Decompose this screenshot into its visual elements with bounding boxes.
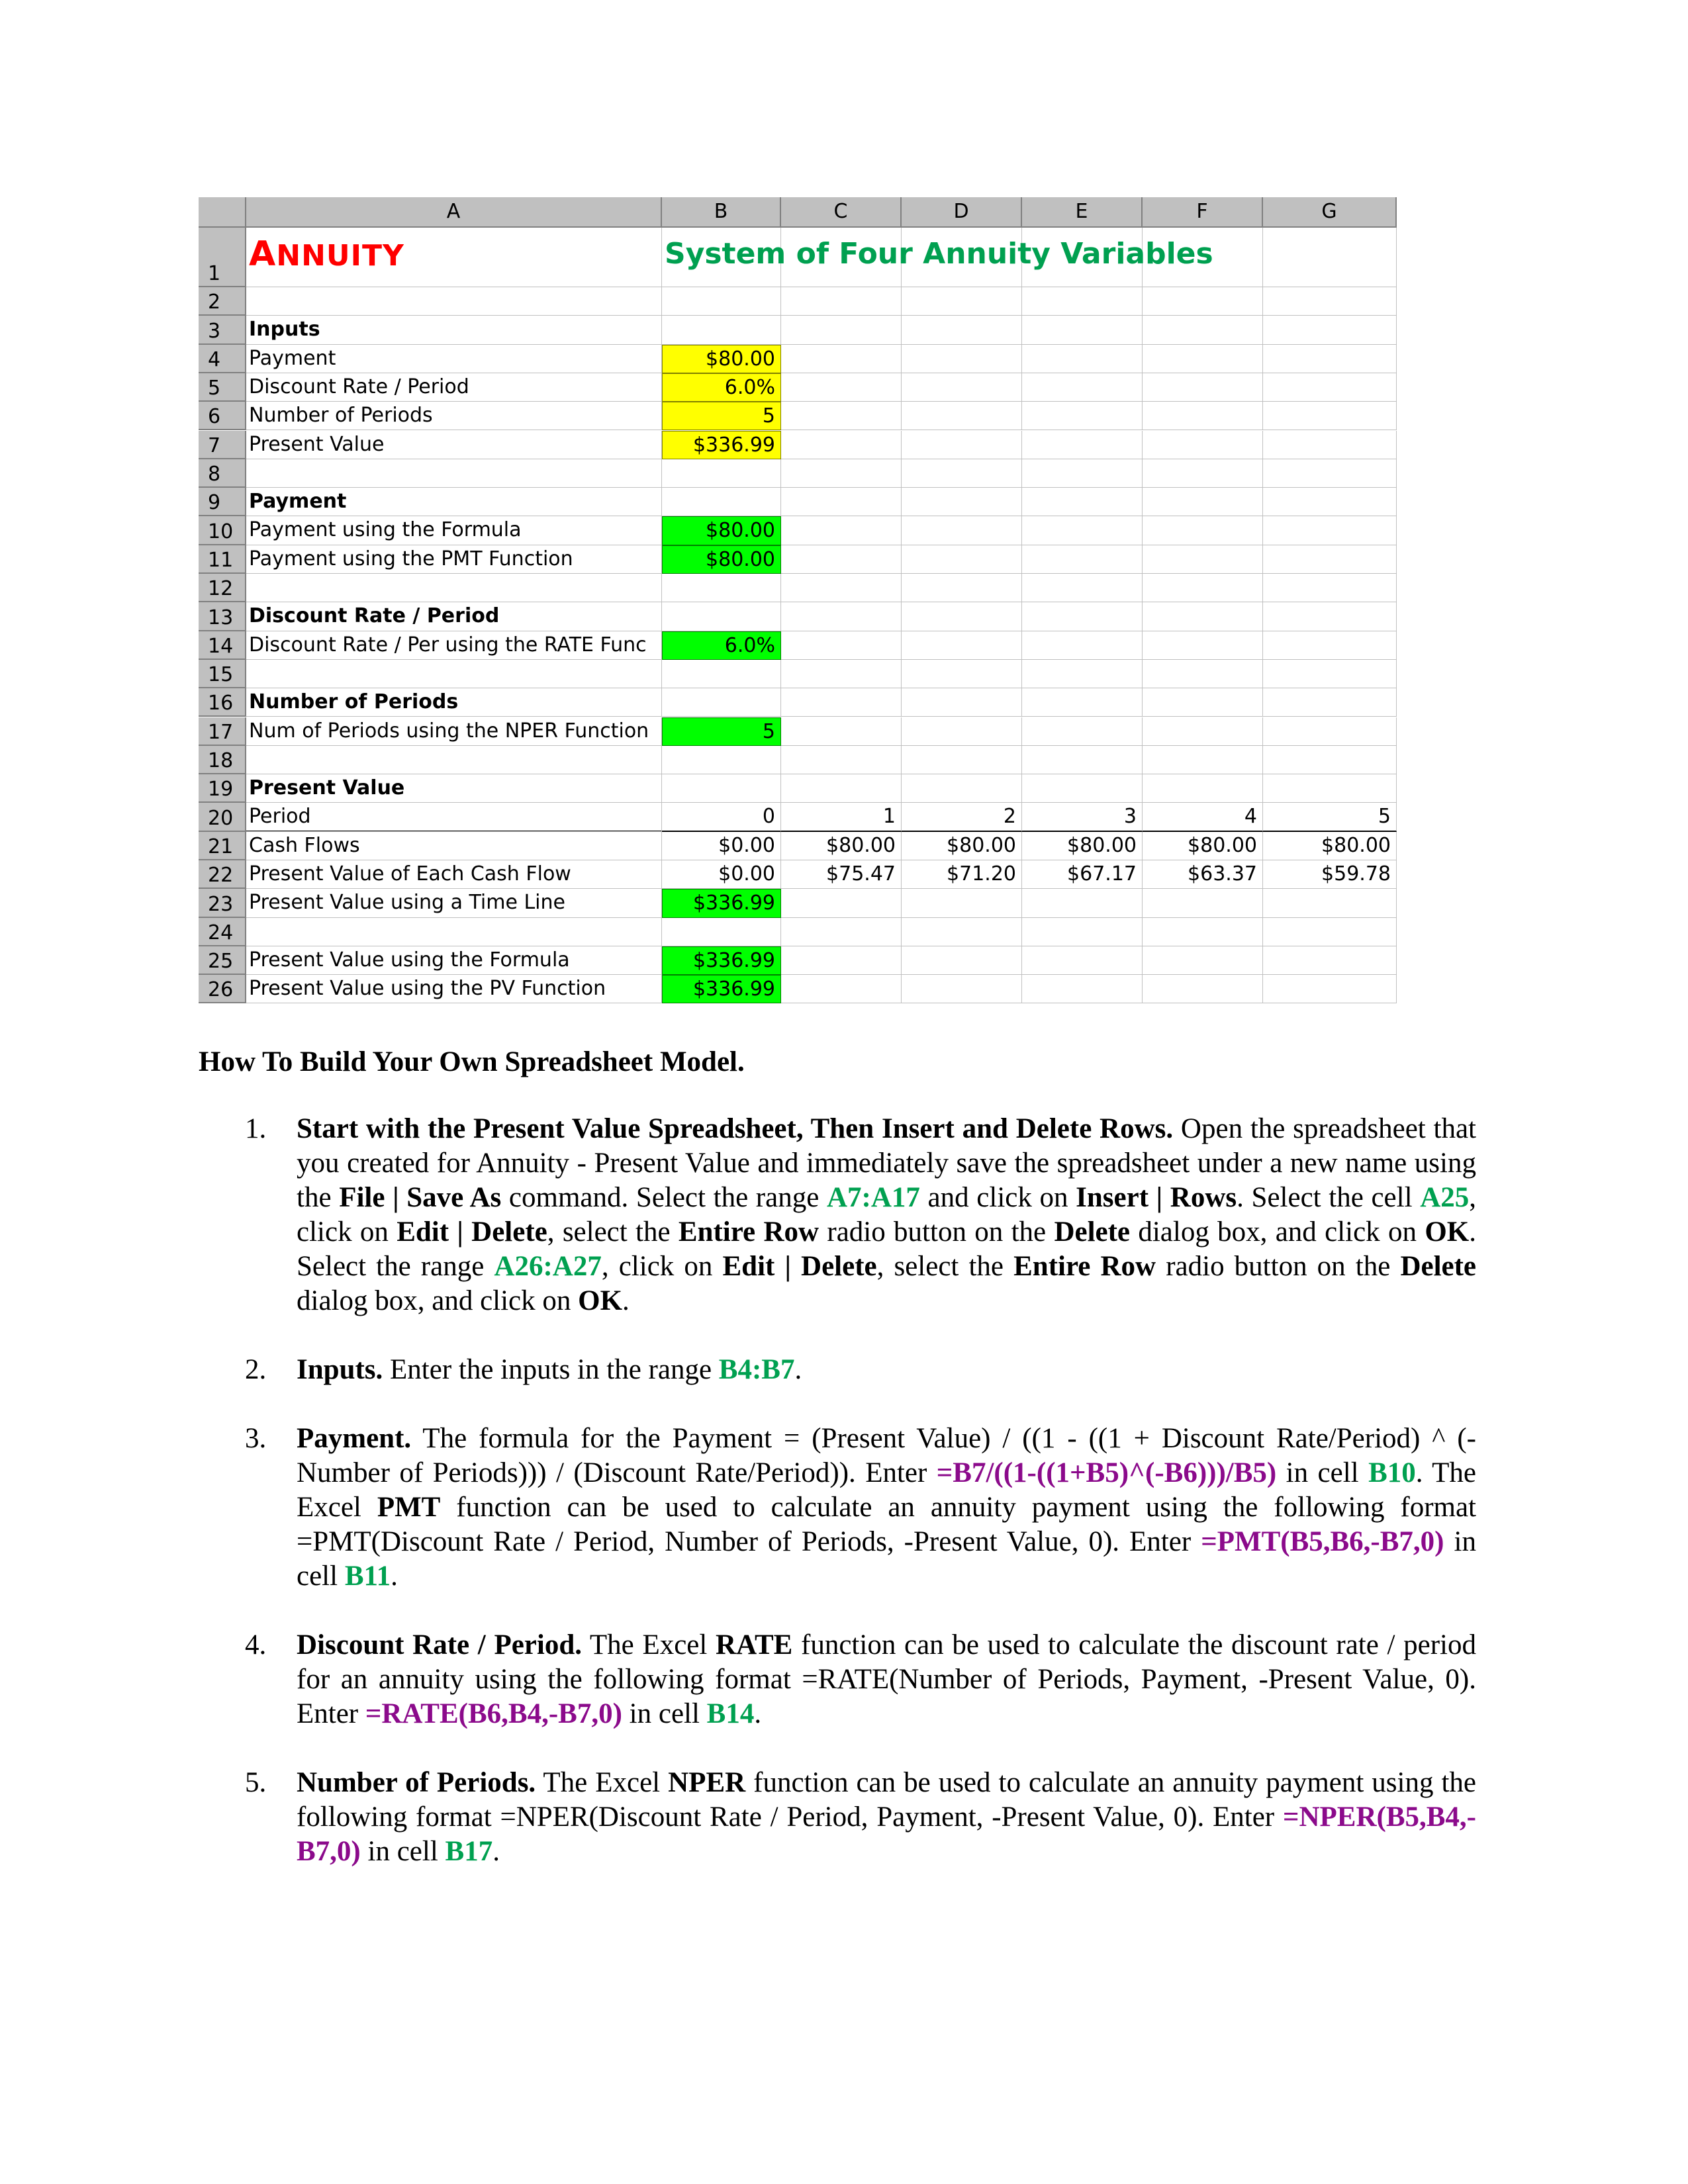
item-text: radio button on the [819,1216,1055,1248]
cell-ref: A25 [1420,1182,1470,1213]
cell[interactable] [1143,287,1263,316]
cell[interactable] [902,602,1022,631]
cell[interactable] [1263,717,1397,746]
cell[interactable] [1143,316,1263,344]
label-a9[interactable]: Payment [246,488,662,516]
cell[interactable] [1143,889,1263,917]
period-cell[interactable]: 3 [1022,803,1143,831]
cell[interactable] [1022,431,1143,459]
cell[interactable] [1022,402,1143,430]
cell[interactable] [1022,631,1143,660]
item-text: , select the [547,1216,679,1248]
item-number: 5. [245,1767,267,1798]
label-a20[interactable]: Period [246,803,662,831]
cell[interactable] [902,746,1022,774]
cell[interactable] [1022,459,1143,488]
function-ref: RATE [716,1629,793,1661]
function-ref: NPER [668,1767,746,1798]
spreadsheet [199,197,1397,1017]
cell[interactable] [781,287,902,316]
item-text: in cell [622,1698,707,1729]
cell[interactable] [902,373,1022,402]
value-b26[interactable]: $336.99 [662,975,781,1003]
formula: =PMT(B5,B6,-B7,0) [1201,1526,1444,1557]
cell[interactable] [246,746,662,774]
cell[interactable] [781,631,902,660]
cell[interactable] [1143,631,1263,660]
list-item [199,1422,1476,1594]
cell[interactable] [1143,975,1263,1003]
cell[interactable] [1022,660,1143,688]
pv-cell[interactable]: $0.00 [662,860,781,889]
item-text: , click on [601,1251,723,1282]
cell[interactable] [1263,516,1397,545]
cell[interactable] [1022,946,1143,975]
row-header-19[interactable]: 19 [199,774,246,803]
cash-flow-cell[interactable]: $80.00 [1263,832,1397,860]
item-number: 2. [245,1354,267,1385]
label-a26[interactable]: Present Value using the PV Function [246,975,662,1003]
cell[interactable] [246,918,662,946]
item-text: . [622,1285,630,1316]
cell[interactable] [1143,345,1263,373]
cell[interactable] [1143,918,1263,946]
cell[interactable] [781,488,902,516]
cell[interactable] [1263,287,1397,316]
item-text: function can be used to calculate an annuity payment using the following format =PMT(Discount Rate / Period, Number of Periods, -Present Value, 0). Enter [297,1492,1477,1557]
cell[interactable] [1143,373,1263,402]
cell[interactable] [902,717,1022,746]
label-a21[interactable]: Cash Flows [246,832,662,860]
formula: =RATE(B6,B4,-B7,0) [365,1698,622,1729]
period-cell[interactable]: 0 [662,803,781,831]
item-text: command. Select the range [501,1182,827,1213]
period-cell[interactable]: 1 [781,803,902,831]
cell-ref: B4:B7 [718,1354,795,1385]
row-header-15[interactable]: 15 [199,660,246,688]
menu-ref: Delete [1400,1251,1477,1282]
menu-ref: File | Save As [339,1182,502,1213]
item-text: in cell [360,1836,445,1867]
cell[interactable] [902,660,1022,688]
item-text: dialog box, and click on [1130,1216,1425,1248]
cell[interactable] [902,316,1022,344]
cell[interactable] [1263,918,1397,946]
row-header-6[interactable]: 6 [199,402,246,430]
item-text: in cell [1276,1457,1369,1488]
cash-flow-cell[interactable]: $80.00 [781,832,902,860]
label-a19[interactable]: Present Value [246,774,662,803]
value-b6[interactable]: 5 [662,402,781,430]
menu-ref: Delete [1054,1216,1131,1248]
cell[interactable] [1263,316,1397,344]
cell[interactable] [902,889,1022,917]
formula: =NPER(B5,B4,-B7,0) [297,1801,1476,1867]
row-header-26[interactable]: 26 [199,975,246,1003]
item-text: . Select the range [297,1216,1476,1282]
cell[interactable] [662,316,781,344]
row-header-9[interactable]: 9 [199,488,246,516]
cell[interactable] [1263,228,1397,287]
cell[interactable] [781,717,902,746]
cell[interactable] [902,402,1022,430]
formula: =B7/((1-((1+B5)^(-B6)))/B5) [936,1457,1277,1488]
cash-flow-cell[interactable]: $0.00 [662,832,781,860]
cell[interactable] [1263,574,1397,602]
cell-ref: B11 [344,1561,391,1592]
list-item [199,1628,1476,1731]
label-a6[interactable]: Number of Periods [246,402,662,430]
list-item [199,1112,1476,1318]
cell[interactable] [246,459,662,488]
period-cell[interactable]: 2 [902,803,1022,831]
column-header-g[interactable]: G [1263,197,1397,228]
cash-flow-cell[interactable]: $80.00 [902,832,1022,860]
cell-ref: A26:A27 [494,1251,602,1282]
cell[interactable] [902,975,1022,1003]
label-a13[interactable]: Discount Rate / Period [246,602,662,631]
cell[interactable] [246,287,662,316]
cell[interactable] [662,774,781,803]
cell[interactable] [1143,431,1263,459]
menu-ref: Edit | Delete [397,1216,547,1248]
cell[interactable] [246,660,662,688]
item-number: 3. [245,1423,267,1454]
row-header-18[interactable]: 18 [199,746,246,774]
row-header-3[interactable]: 3 [199,316,246,344]
item-text: The formula for the Payment = (Present Value) / ((1 - ((1 + Discount Rate/Period) ^ (-Number of Periods))) / (Discount Rate/Period)). Enter [297,1423,1476,1488]
row-header-20[interactable]: 20 [199,803,246,831]
item-text: function can be used to calculate the discount rate / period for an annuity using the following format =RATE(Number of Periods, Payment, -Present Value, 0). Enter [297,1629,1476,1729]
value-b17[interactable]: 5 [662,717,781,746]
item-text: The Excel [582,1629,716,1661]
cell[interactable] [662,459,781,488]
cell[interactable] [1143,459,1263,488]
label-a4[interactable]: Payment [246,345,662,373]
cell[interactable] [781,459,902,488]
cell[interactable] [1143,488,1263,516]
cell-ref: B14 [706,1698,755,1729]
label-a16[interactable]: Number of Periods [246,688,662,717]
cell[interactable] [1263,946,1397,975]
item-number: 4. [245,1629,267,1661]
item-text: in cell [297,1526,1476,1592]
cell[interactable] [902,688,1022,717]
item-text: . [754,1698,762,1729]
cell[interactable] [1143,516,1263,545]
list-item [199,1353,1476,1387]
cell[interactable] [781,316,902,344]
cell[interactable] [662,602,781,631]
cell[interactable] [1022,774,1143,803]
cell[interactable] [902,545,1022,574]
cell[interactable] [1263,774,1397,803]
row-header-11[interactable]: 11 [199,545,246,574]
cell[interactable] [1022,373,1143,402]
cell[interactable] [1263,975,1397,1003]
item-text: radio button on the [1156,1251,1401,1282]
cell[interactable] [902,574,1022,602]
cell[interactable] [246,574,662,602]
cell[interactable] [1143,545,1263,574]
cell[interactable] [781,774,902,803]
row-header-12[interactable]: 12 [199,574,246,602]
value-b10[interactable]: $80.00 [662,516,781,545]
label-a7[interactable]: Present Value [246,431,662,459]
item-text: . The Excel [297,1457,1477,1523]
row-header-25[interactable]: 25 [199,946,246,975]
menu-ref: Entire Row [1013,1251,1156,1282]
item-text: Open the spreadsheet that you created for Annuity - Present Value and immediately save the spreadsheet under a new name using the [297,1113,1476,1213]
sheet-title[interactable] [246,228,662,287]
instruction-list [199,1112,1476,1903]
cell[interactable] [1263,889,1397,917]
cell[interactable] [1022,516,1143,545]
cell[interactable] [1143,774,1263,803]
cell[interactable] [1263,373,1397,402]
column-header-b[interactable]: B [662,197,781,228]
item-text: and click on [919,1182,1076,1213]
menu-ref: Entire Row [678,1216,820,1248]
menu-ref: OK [578,1285,623,1316]
cell[interactable] [781,602,902,631]
cell[interactable] [1022,889,1143,917]
cell[interactable] [1022,345,1143,373]
column-header-c[interactable]: C [781,197,902,228]
row-header-13[interactable]: 13 [199,602,246,631]
cell-ref: B17 [445,1836,493,1867]
cell[interactable] [902,774,1022,803]
cell[interactable] [1022,488,1143,516]
cell[interactable] [1022,574,1143,602]
value-b23[interactable]: $336.99 [662,889,781,917]
menu-ref: Edit | Delete [722,1251,877,1282]
cell[interactable] [662,574,781,602]
item-text: . [794,1354,802,1385]
cell-ref: B10 [1368,1457,1416,1488]
column-header-d[interactable]: D [902,197,1022,228]
cell[interactable] [1263,488,1397,516]
cell[interactable] [781,918,902,946]
cell[interactable] [1022,975,1143,1003]
cell[interactable] [1263,688,1397,717]
cell[interactable] [902,946,1022,975]
value-b7[interactable]: $336.99 [662,431,781,459]
cash-flow-cell[interactable]: $80.00 [1143,832,1263,860]
cell[interactable] [1263,345,1397,373]
row-header-2[interactable]: 2 [199,287,246,316]
row-header-21[interactable]: 21 [199,832,246,860]
label-a23[interactable]: Present Value using a Time Line [246,889,662,917]
row-header-17[interactable]: 17 [199,717,246,746]
period-cell[interactable]: 5 [1263,803,1397,831]
cell[interactable] [1022,287,1143,316]
label-a17[interactable]: Num of Periods using the NPER Function [246,717,662,746]
cell[interactable] [1022,717,1143,746]
menu-ref: OK [1425,1216,1470,1248]
column-header-a[interactable]: A [246,197,662,228]
cell[interactable] [902,516,1022,545]
cell[interactable] [781,402,902,430]
value-b5[interactable]: 6.0% [662,373,781,402]
period-cell[interactable]: 4 [1143,803,1263,831]
cell[interactable] [1143,660,1263,688]
cell[interactable] [662,918,781,946]
menu-ref: Insert | Rows [1076,1182,1237,1213]
item-title: Inputs. [297,1354,383,1385]
cell[interactable] [1143,402,1263,430]
item-text: dialog box, and click on [297,1285,579,1316]
item-text: . [492,1836,500,1867]
cell[interactable] [1143,746,1263,774]
doc-heading: How To Build Your Own Spreadsheet Model. [199,1046,745,1077]
cell[interactable] [662,746,781,774]
cell[interactable] [1022,602,1143,631]
label-a25[interactable]: Present Value using the Formula [246,946,662,975]
column-header-f[interactable]: F [1143,197,1263,228]
row-header-23[interactable]: 23 [199,889,246,917]
row-header-5[interactable]: 5 [199,373,246,402]
cell[interactable] [1143,602,1263,631]
cell[interactable] [1263,431,1397,459]
value-b25[interactable]: $336.99 [662,946,781,975]
cell[interactable] [1022,918,1143,946]
cell[interactable] [902,287,1022,316]
row-header-14[interactable]: 14 [199,631,246,660]
label-a11[interactable]: Payment using the PMT Function [246,545,662,574]
pv-cell[interactable]: $71.20 [902,860,1022,889]
cell[interactable] [781,889,902,917]
cell[interactable] [902,431,1022,459]
cell[interactable] [781,431,902,459]
cell[interactable] [781,660,902,688]
label-a22[interactable]: Present Value of Each Cash Flow [246,860,662,889]
cell[interactable] [1022,746,1143,774]
value-b14[interactable]: 6.0% [662,631,781,660]
cell[interactable] [1263,660,1397,688]
cash-flow-cell[interactable]: $80.00 [1022,832,1143,860]
cell[interactable] [1022,316,1143,344]
row-header-7[interactable]: 7 [199,431,246,459]
title-rest: NNUITY [276,239,404,273]
row-header-24[interactable]: 24 [199,918,246,946]
function-ref: PMT [377,1492,441,1523]
cell[interactable] [1143,574,1263,602]
cell[interactable] [902,345,1022,373]
cell[interactable] [781,516,902,545]
cell-ref: A7:A17 [826,1182,920,1213]
item-text: . [391,1561,398,1592]
cell[interactable] [1263,602,1397,631]
label-a3[interactable]: Inputs [246,316,662,344]
column-header-e[interactable]: E [1022,197,1143,228]
cell[interactable] [902,459,1022,488]
row-header-22[interactable]: 22 [199,860,246,889]
item-text: function can be used to calculate an annuity payment using the following format =NPER(Discount Rate / Period, Payment, -Present Value, 0). Enter [297,1767,1476,1833]
value-b11[interactable]: $80.00 [662,545,781,574]
cell[interactable] [1263,459,1397,488]
cell[interactable] [781,975,902,1003]
sheet-subtitle[interactable]: System of Four Annuity Variables [662,228,1263,287]
cell[interactable] [781,946,902,975]
item-text: . Select the cell [1237,1182,1421,1213]
label-a14[interactable]: Discount Rate / Per using the RATE Func [246,631,662,660]
select-all-corner[interactable] [199,197,246,228]
cell[interactable] [1263,545,1397,574]
row-header-10[interactable]: 10 [199,516,246,545]
pv-cell[interactable]: $67.17 [1022,860,1143,889]
cell[interactable] [781,746,902,774]
row-header-1[interactable]: 1 [199,228,246,287]
item-title: Payment. [297,1423,412,1454]
pv-cell[interactable]: $75.47 [781,860,902,889]
cell[interactable] [662,660,781,688]
cell[interactable] [1143,688,1263,717]
row-header-16[interactable]: 16 [199,688,246,717]
cell[interactable] [1263,746,1397,774]
item-text: , click on [297,1182,1476,1248]
list-item [199,1766,1476,1869]
item-title: Number of Periods. [297,1767,536,1798]
cell[interactable] [662,287,781,316]
item-text: The Excel [536,1767,669,1798]
label-a10[interactable]: Payment using the Formula [246,516,662,545]
cell[interactable] [662,488,781,516]
cell[interactable] [902,488,1022,516]
cell[interactable] [1022,545,1143,574]
value-b4[interactable]: $80.00 [662,345,781,373]
pv-cell[interactable]: $59.78 [1263,860,1397,889]
item-title: Start with the Present Value Spreadsheet, Then Insert and Delete Rows. [297,1113,1174,1144]
item-text: , select the [876,1251,1014,1282]
cell[interactable] [781,345,902,373]
cell[interactable] [1263,402,1397,430]
cell[interactable] [902,918,1022,946]
item-number: 1. [245,1113,267,1144]
item-title: Discount Rate / Period. [297,1629,582,1661]
cell[interactable] [902,631,1022,660]
title-cap: A [249,234,277,274]
cell[interactable] [781,688,902,717]
row-header-4[interactable]: 4 [199,345,246,373]
cell[interactable] [781,574,902,602]
cell[interactable] [1143,717,1263,746]
cell[interactable] [781,545,902,574]
label-a5[interactable]: Discount Rate / Period [246,373,662,402]
cell[interactable] [1143,946,1263,975]
pv-cell[interactable]: $63.37 [1143,860,1263,889]
cell[interactable] [1022,688,1143,717]
item-text: Enter the inputs in the range [383,1354,719,1385]
cell[interactable] [781,373,902,402]
row-header-8[interactable]: 8 [199,459,246,488]
cell[interactable] [662,688,781,717]
cell[interactable] [1263,631,1397,660]
